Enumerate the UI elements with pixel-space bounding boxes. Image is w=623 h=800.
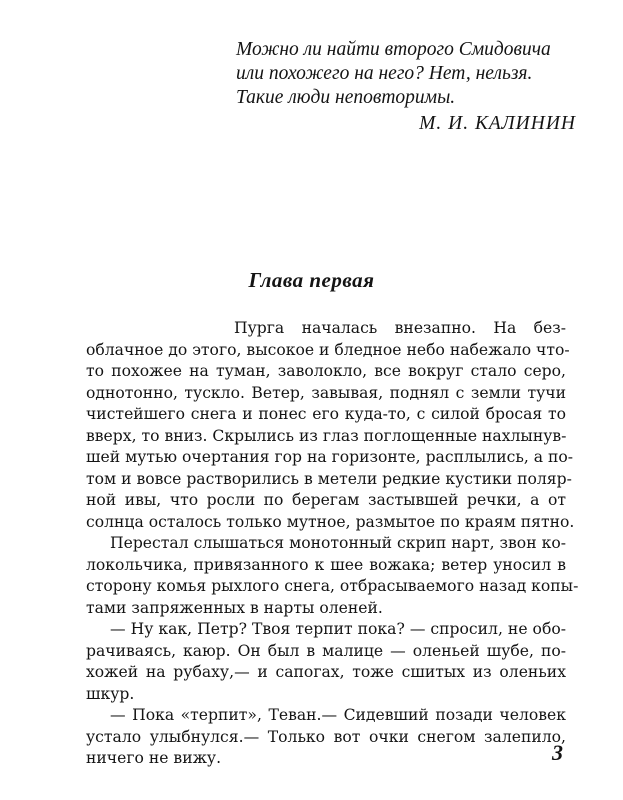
text-line: шей мутью очертания гор на горизонте, расплылись, а по- (86, 448, 574, 466)
text-line: Пурга началась внезапно. На без- (234, 319, 566, 337)
text-line: солнца осталось только мутное, размытое по краям пятно. (86, 512, 575, 531)
text-line: то похожее на туман, заволокло, все вокруг стало серо, (86, 362, 566, 380)
chapter-title: Глава первая (248, 268, 375, 292)
text-line: устало улыбнулся.— Только вот очки снегом залепило, (86, 727, 566, 746)
text-line: хожей на рубаху,— и сапогах, тоже сшитых из оленьих (86, 663, 566, 681)
text-line: чистейшего снега и понес его куда-то, с силой бросая то (86, 405, 566, 423)
page-number: 3 (552, 740, 563, 765)
text-line: Перестал слышаться монотонный скрип нарт, звон ко- (110, 534, 566, 552)
body-text (86, 318, 579, 770)
paragraph (86, 705, 566, 770)
epigraph (236, 38, 576, 136)
paragraph (86, 533, 579, 619)
epigraph-line: или похожего на него? Нет, нельзя. (236, 63, 533, 84)
text-line: облачное до этого, высокое и бледное небо набежало что- (86, 340, 570, 359)
text-line: сторону комья рыхлого снега, отбрасываемого назад копы- (86, 577, 579, 595)
text-line: тами запряженных в нарты оленей. (86, 598, 383, 617)
text-line: однотонно, тускло. Ветер, завывая, поднял с земли тучи (86, 383, 566, 402)
epigraph-author: М. И. КАЛИНИН (419, 113, 576, 134)
text-line: том и вовсе растворились в метели редкие кустики поляр- (86, 469, 572, 488)
text-line: ной ивы, что росли по берегам застывшей речки, а от (86, 491, 566, 509)
paragraph (86, 619, 566, 705)
text-line: — Пока «терпит», Теван.— Сидевший позади человек (110, 706, 566, 724)
text-line: — Ну как, Петр? Твоя терпит пока? — спросил, не обо- (110, 620, 566, 638)
epigraph-line: Можно ли найти второго Смидовича (236, 39, 551, 60)
text-line: вверх, то вниз. Скрылись из глаз поглощенные нахлынув- (86, 426, 567, 445)
text-line: ничего не вижу. (86, 749, 222, 767)
text-line: шкур. (86, 684, 135, 703)
paragraph (86, 318, 575, 533)
text-line: локольчика, привязанного к шее вожака; ветер уносил в (86, 555, 566, 574)
text-line: рачиваясь, каюр. Он был в малице — оленьей шубе, по- (86, 641, 566, 660)
epigraph-line: Такие люди неповторимы. (236, 87, 456, 108)
